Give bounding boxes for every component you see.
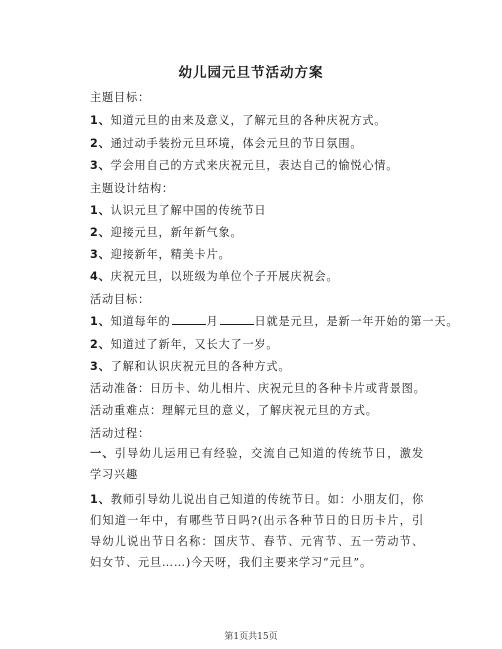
item-text: 认识元旦了解中国的传统节日: [110, 204, 267, 217]
theme-goal-heading: 主题目标：: [90, 91, 150, 104]
item-number: 2、: [90, 338, 111, 351]
item-text: 庆祝元旦，以班级为单位个子开展庆祝会。: [110, 270, 339, 283]
structure-item: [90, 246, 230, 262]
structure-item: [90, 224, 242, 240]
item-number: 1、: [90, 114, 111, 127]
structure-item: [90, 268, 338, 284]
blank-underline: [220, 313, 254, 325]
item-number: 3、: [90, 360, 111, 373]
item-text: 了解和认识庆祝元旦的各种方式。: [110, 360, 291, 373]
blank-underline: [172, 313, 206, 325]
page-footer: 第1页共15页: [224, 632, 278, 642]
item-number: 4、: [90, 270, 111, 283]
item-number: 2、: [90, 226, 111, 239]
document-title: 幼儿园元旦节活动方案: [178, 65, 324, 81]
item-text: 迎接新年，精美卡片。: [110, 248, 231, 261]
item-text: 引导幼儿运用已有经验，交流自己知道的传统节日，激发学习兴趣: [90, 447, 424, 481]
activity-goal-heading: 活动目标：: [90, 293, 150, 306]
process-heading: 活动过程：: [90, 427, 150, 440]
process-step-one-sub: [90, 489, 424, 573]
item-number: 3、: [90, 159, 111, 172]
item-text: 迎接元旦，新年新气象。: [110, 226, 243, 239]
item-text: 知道过了新年，又长大了一岁。: [110, 338, 279, 351]
structure-heading: 主题设计结构：: [90, 182, 174, 195]
activity-goal-item: [90, 336, 278, 352]
activity-goal-item: [90, 358, 290, 374]
item-text-part: 日就是元旦，是新一年开始的第一天。: [254, 315, 459, 328]
process-step-one: [90, 443, 424, 485]
item-number: 3、: [90, 248, 111, 261]
item-text: 学会用自己的方式来庆祝元旦，表达自己的愉悦心情。: [110, 159, 399, 172]
structure-item: [90, 202, 266, 218]
theme-goal-item: [90, 135, 362, 151]
preparation-line: 活动准备：日历卡、幼儿相片、庆祝元旦的各种卡片或背景图。: [90, 382, 426, 395]
theme-goal-item: [90, 112, 386, 128]
item-text: 教师引导幼儿说出自己知道的传统节日。如：小朋友们，你们知道一年中，有哪些节日吗?(出示各种节日的日历卡片，引导幼儿说出节日名称：国庆节、春节、元宵节、五一劳动节、妇女节、元旦……)今天呀，我们主要来学习“元旦”。: [90, 493, 424, 569]
item-text: 知道元旦的由来及意义，了解元旦的各种庆祝方式。: [110, 114, 387, 127]
activity-goal-item: [90, 313, 458, 329]
item-number: 1、: [90, 315, 111, 328]
item-number: 一、: [90, 447, 115, 460]
item-number: 1、: [90, 493, 111, 506]
key-points-line: 活动重难点：理解元旦的意义，了解庆祝元旦的方式。: [90, 404, 378, 417]
item-text: 通过动手装扮元旦环境，体会元旦的节日氛围。: [110, 137, 363, 150]
item-number: 1、: [90, 204, 111, 217]
item-text-part: 月: [206, 315, 219, 328]
item-number: 2、: [90, 137, 111, 150]
theme-goal-item: [90, 157, 398, 173]
item-text-part: 知道每年的: [110, 315, 171, 328]
